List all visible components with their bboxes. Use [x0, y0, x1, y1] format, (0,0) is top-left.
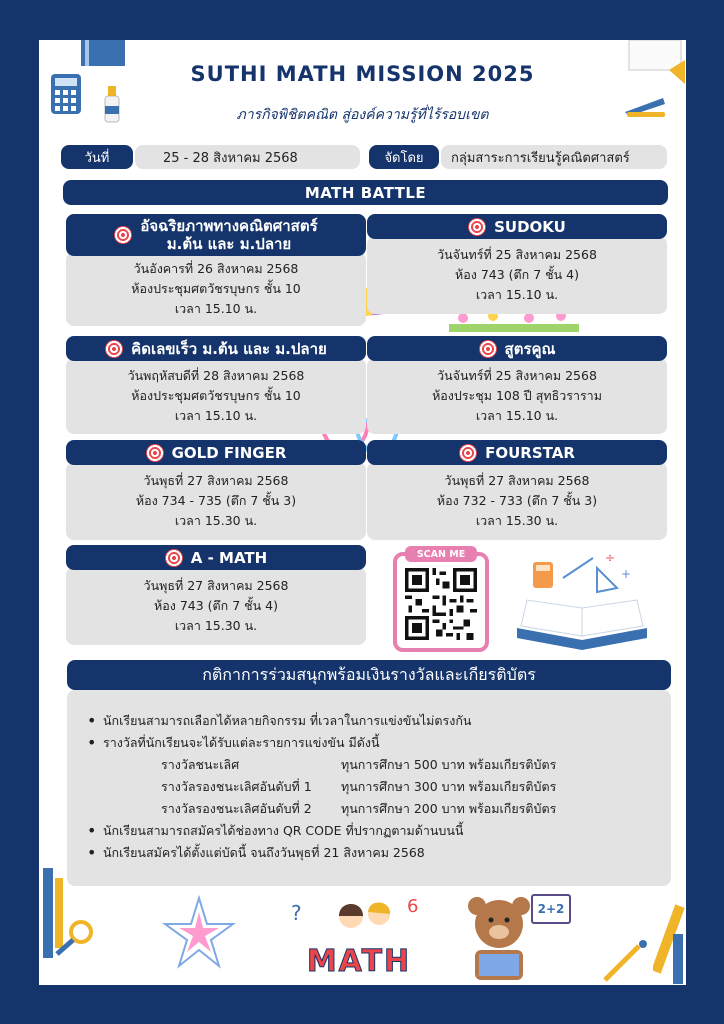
event-title-speed: คิดเลขเร็ว ม.ต้น และ ม.ปลาย — [66, 336, 366, 361]
prize-row: รางวัลรองชนะเลิศอันดับที่ 1 ทุนการศึกษา 300 บาท พร้อมเกียรติบัตร — [161, 779, 557, 794]
event-title-goldfinger: GOLD FINGER — [66, 440, 366, 465]
qr-code-icon — [405, 568, 477, 640]
rule-item: • นักเรียนสมัครได้ตั้งแต่บัดนี้ จนถึงวันพุธที่ 21 สิงหาคม 2568 — [81, 842, 657, 864]
event-title-amath: A - MATH — [66, 545, 366, 570]
target-icon — [479, 340, 497, 358]
math-battle-title: MATH BATTLE — [63, 180, 668, 205]
event-card-genius — [66, 214, 366, 326]
target-icon — [459, 444, 477, 462]
event-card-sudoku — [367, 214, 667, 314]
event-details-sudoku: วันจันทร์ที่ 25 สิงหาคม 2568 ห้อง 743 (ตึก 7 ชั้น 4) เวลา 15.10 น. — [367, 236, 667, 314]
date-label: วันที่ — [61, 145, 133, 169]
event-details-speed: วันพฤหัสบดีที่ 28 สิงหาคม 2568 ห้องประชุมศตวัชรบุษกร ชั้น 10 เวลา 15.10 น. — [66, 358, 366, 434]
poster — [39, 40, 686, 985]
event-card-multiply — [367, 336, 667, 434]
event-card-amath — [66, 545, 366, 645]
prize-row: รางวัลชนะเลิศ ทุนการศึกษา 500 บาท พร้อมเกียรติบัตร — [161, 757, 557, 772]
organizer-label: จัดโดย — [369, 145, 439, 169]
crayon-icon — [653, 904, 686, 985]
ribbon-star-icon — [159, 892, 239, 972]
event-details-multiply: วันจันทร์ที่ 25 สิงหาคม 2568 ห้องประชุม 108 ปี สุทธิวราราม เวลา 15.10 น. — [367, 358, 667, 434]
prize-row: รางวัลรองชนะเลิศอันดับที่ 2 ทุนการศึกษา 200 บาท พร้อมเกียรติบัตร — [161, 801, 557, 816]
event-details-fourstar: วันพุธที่ 27 สิงหาคม 2568 ห้อง 732 - 733 (ตึก 7 ชั้น 3) เวลา 15.30 น. — [367, 462, 667, 540]
rules-body — [67, 690, 671, 886]
event-card-fourstar — [367, 440, 667, 540]
qr-code[interactable] — [393, 552, 489, 652]
target-icon — [468, 218, 486, 236]
rule-item: • นักเรียนสามารถสมัครได้ช่องทาง QR CODE ที่ปรากฏตามด้านบนนี้ — [81, 820, 657, 842]
open-book-math-icon — [507, 548, 657, 650]
page-subtitle: ภารกิจพิชิตคณิต สู่องค์ความรู้ที่ไร้รอบเขต — [236, 107, 489, 123]
event-title-fourstar: FOURSTAR — [367, 440, 667, 465]
page-title: SUTHI MATH MISSION 2025 — [190, 62, 535, 86]
event-details-amath: วันพุธที่ 27 สิงหาคม 2568 ห้อง 743 (ตึก 7 ชั้น 4) เวลา 15.30 น. — [66, 567, 366, 645]
svg-text:÷: ÷ — [605, 551, 616, 565]
target-icon — [105, 340, 123, 358]
organizer-value: กลุ่มสาระการเรียนรู้คณิตศาสตร์ — [441, 145, 667, 169]
event-title-multiply: สูตรคูณ — [367, 336, 667, 361]
teddy-bear-icon — [459, 892, 539, 982]
svg-text:6: 6 — [407, 896, 419, 917]
rules-list — [81, 820, 657, 864]
math-word: MATH — [306, 944, 412, 979]
magnifier-icon — [53, 918, 99, 958]
event-card-goldfinger — [66, 440, 366, 540]
target-icon — [114, 226, 132, 244]
rules-title: กติกาการร่วมสนุกพร้อมเงินรางวัลและเกียรติบัตร — [67, 660, 671, 690]
rules-list — [81, 710, 657, 754]
target-icon — [165, 549, 183, 567]
date-value: 25 - 28 สิงหาคม 2568 — [135, 145, 360, 169]
paint-brush-icon — [599, 940, 649, 985]
svg-text:?: ? — [291, 901, 302, 925]
event-title-genius: อัจฉริยภาพทางคณิตศาสตร์ ม.ต้น และ ม.ปลาย — [66, 214, 366, 256]
event-details-goldfinger: วันพุธที่ 27 สิงหาคม 2568 ห้อง 734 - 735 (ตึก 7 ชั้น 3) เวลา 15.30 น. — [66, 462, 366, 540]
sign-board: 2+2 — [531, 894, 571, 924]
target-icon — [146, 444, 164, 462]
event-details-genius: วันอังคารที่ 26 สิงหาคม 2568 ห้องประชุมศตวัชรบุษกร ชั้น 10 เวลา 15.10 น. — [66, 252, 366, 326]
event-card-speed — [66, 336, 366, 434]
event-title-sudoku: SUDOKU — [367, 214, 667, 239]
svg-text:+: + — [621, 567, 632, 581]
scan-me-label: SCAN ME — [405, 546, 477, 562]
math-kids-illustration — [279, 890, 439, 985]
rule-item: • รางวัลที่นักเรียนจะได้รับแต่ละรายการแข่งขัน มีดังนี้ — [81, 732, 657, 754]
kids-doodle-icon — [279, 890, 439, 950]
rule-item: • นักเรียนสามารถเลือกได้หลายกิจกรรม ที่เวลาในการแข่งขันไม่ตรงกัน — [81, 710, 657, 732]
